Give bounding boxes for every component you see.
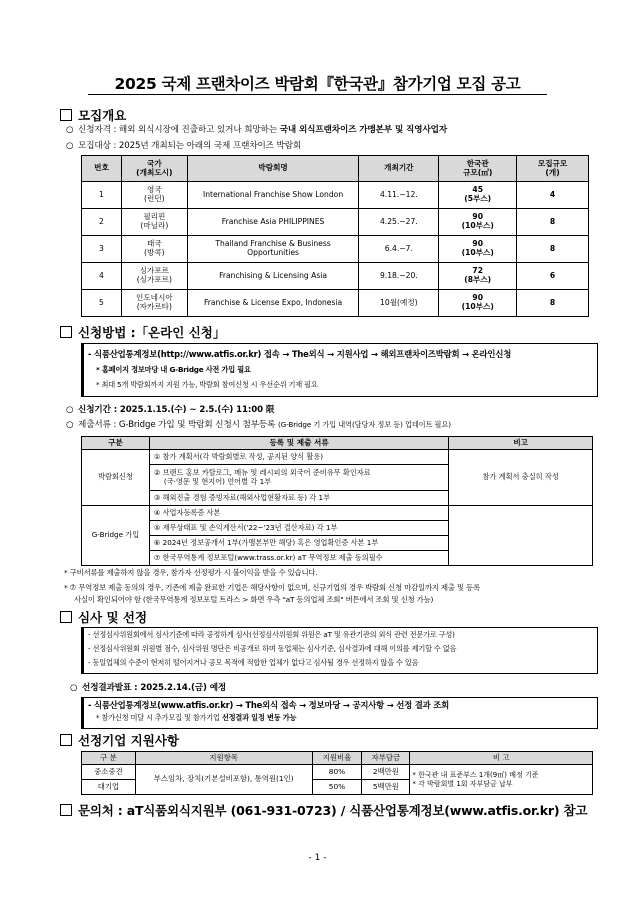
row-size xyxy=(439,290,517,317)
support-ratio: 80% xyxy=(312,765,362,780)
size: 72 xyxy=(472,266,483,276)
country: 싱가포르 xyxy=(139,266,169,276)
apply-period: 신청기간 : 2025.1.15.(수) ~ 2.5.(수) 11:00 限 xyxy=(78,405,275,415)
docs-remark: 참가 계획서 충실히 작성 xyxy=(449,450,593,506)
result-line xyxy=(70,681,226,693)
count-label: 모집규모 xyxy=(537,158,568,168)
row-no: 4 xyxy=(82,263,122,290)
eligibility-line xyxy=(66,123,447,135)
city: (런던) xyxy=(144,194,165,203)
result-date: 선정결과발표 : 2025.2.14.(금) 예정 xyxy=(82,683,227,693)
col-header-ratio: 지원비율 xyxy=(312,752,362,765)
contact-text: 문의처 : aT식품외식지원부 (061-931-0723) / 식품산업통계정보(www.atfis.or.kr) 참고 xyxy=(78,803,588,818)
row-no: 1 xyxy=(82,182,122,209)
section-heading-support xyxy=(60,731,179,749)
row-expo-name: Franchising & Licensing Asia xyxy=(187,263,359,290)
doc-item: ⑥ 2024년 정보공개서 1부(가맹본부만 해당) 혹은 영업확인증 사본 1부 xyxy=(149,536,448,551)
doc-item-text: ② 브랜드 홍보 카탈로그, 메뉴 및 레시피의 외국어 준비유무 확인자료 xyxy=(153,468,371,478)
row-count: 8 xyxy=(517,236,589,263)
size-sub: 규모(㎡) xyxy=(463,167,493,177)
country-label: 국가 xyxy=(146,158,162,168)
col-header-remark: 비고 xyxy=(449,437,593,450)
row-country xyxy=(121,182,187,209)
row-no: 2 xyxy=(82,209,122,236)
page-title: 2025 국제 프랜차이즈 박람회『한국관』참가기업 모집 공고 xyxy=(114,75,521,93)
size: 45 xyxy=(472,185,483,195)
section-title: 선정기업 지원사항 xyxy=(78,733,179,748)
col-header-no: 번호 xyxy=(82,156,122,182)
country-sub: (개최도시) xyxy=(136,167,173,177)
docs-note-2: * ⑦ 무역정보 제출 동의의 경우, 기존에 제출 완료한 기업은 해당사항이 없으며, 신규기업의 경우 박람회 신청 마감일까지 제출 및 등록 xyxy=(64,583,480,592)
review-rule-1: - 선정심사위원회에서 심사기준에 따라 공정하게 심사(선정심사위원회 위원은 aT 및 유관기관의 외식 관련 전문가로 구성) xyxy=(88,630,455,639)
size-label: 한국관 xyxy=(466,158,489,168)
apply-path: - 식품산업통계정보(http://www.atfis.or.kr) 접속 → The외식 → 지원사업 → 해외프랜차이즈박람회 → 온라인신청 xyxy=(88,349,512,359)
section-title: 모집개요 xyxy=(78,108,127,123)
col-header-count xyxy=(517,156,589,182)
booths: (10부스) xyxy=(461,221,494,230)
support-header xyxy=(82,752,593,765)
row-size xyxy=(439,182,517,209)
row-period: 4.25.~27. xyxy=(359,209,439,236)
doc-item: ④ 사업자등록증 사본 xyxy=(149,506,448,521)
title-underline xyxy=(88,94,547,95)
support-ratio: 50% xyxy=(312,780,362,795)
expo-table-header xyxy=(82,156,589,182)
support-self: 2백만원 xyxy=(362,765,410,780)
eligibility-text: 신청자격 : 해외 외식시장에 진출하고 있거나 희망하는 xyxy=(78,125,280,135)
gbridge-note: * 홈페이지 정보마당 내 G-Bridge 사전 가입 필요 xyxy=(96,365,251,374)
support-type: 중소중견 xyxy=(82,765,136,780)
support-type: 대기업 xyxy=(82,780,136,795)
docs-note-3: 사실이 확인되어야 함 (한국무역통계 정보포털 트라스 > 화면 우측 "aT 동의업체 조회" 버튼에서 조회 및 신청 가능) xyxy=(74,595,434,604)
support-remark-1: * 한국관 내 표준부스 1개(9㎡) 배정 기준 xyxy=(412,771,539,780)
table-row xyxy=(82,450,593,465)
row-expo-name: Franchise Asia PHILIPPINES xyxy=(187,209,359,236)
docs-text: 제출서류 : G-Bridge 가입 및 박람회 신청시 첨부등록 xyxy=(78,420,278,430)
group-expo: 박람회신청 xyxy=(82,450,150,506)
doc-item: ⑦ 한국무역통계 정보포털(www.trass.or.kr) aT 무역정보 제출 동의필수 xyxy=(149,551,448,566)
col-header-size xyxy=(439,156,517,182)
row-period: 6.4.~7. xyxy=(359,236,439,263)
row-period: 4.11.~12. xyxy=(359,182,439,209)
table-row xyxy=(82,290,589,317)
table-row xyxy=(82,263,589,290)
section-heading-review xyxy=(60,608,147,626)
col-header-items: 지원항목 xyxy=(135,752,312,765)
section-heading-contact xyxy=(60,801,587,819)
table-row xyxy=(82,236,589,263)
count-sub: (개) xyxy=(545,167,560,177)
docs-remark-empty xyxy=(449,506,593,566)
size: 90 xyxy=(472,239,483,249)
city: (자카르타) xyxy=(136,302,172,311)
doc-item-text: (국·영문 및 현지어) 언어별 각 1부 xyxy=(163,476,272,486)
row-period: 9.18.~20. xyxy=(359,263,439,290)
circle-bullet-icon: ○ xyxy=(70,683,78,693)
doc-item: ⑤ 재무상태표 및 손익계산서('22~'23년 결산자료) 각 1부 xyxy=(149,521,448,536)
city: (싱가포르) xyxy=(136,275,172,284)
booths: (10부스) xyxy=(461,248,494,257)
row-no: 3 xyxy=(82,236,122,263)
docs-line xyxy=(66,418,451,430)
section-heading-apply xyxy=(60,323,225,341)
row-count: 8 xyxy=(517,209,589,236)
booths: (5부스) xyxy=(464,194,492,203)
row-count: 6 xyxy=(517,263,589,290)
circle-bullet-icon: ○ xyxy=(66,405,74,415)
support-self: 5백만원 xyxy=(362,780,410,795)
support-remark xyxy=(410,765,593,795)
col-header-type: 구분 xyxy=(82,437,150,450)
review-rule-3: - 동일업체의 수준이 현저히 떨어지거나 공모 목적에 적합한 업체가 없다고 심사될 경우 선정하지 않을 수 있음 xyxy=(88,658,419,667)
row-expo-name: Franchise & License Expo, Indonesia xyxy=(187,290,359,317)
row-period: 10월(예정) xyxy=(359,290,439,317)
eligibility-emphasis: 국내 외식프랜차이즈 가맹본부 및 직영사업자 xyxy=(279,125,448,135)
table-row xyxy=(82,182,589,209)
row-country xyxy=(121,209,187,236)
col-header-docs: 등록 및 제출 서류 xyxy=(149,437,448,450)
doc-item: ③ 해외진출 경험 증빙자료(해외사업현황자료 등) 각 1부 xyxy=(149,491,448,506)
col-header-type: 구 분 xyxy=(82,752,136,765)
documents-table xyxy=(81,436,593,566)
checkbox-square-icon xyxy=(60,109,72,121)
table-row xyxy=(82,506,593,521)
docs-sub: (G-Bridge 기 가입 내역(담당자 정보 등) 업데이트 필요) xyxy=(277,420,451,429)
docs-header xyxy=(82,437,593,450)
table-row xyxy=(82,209,589,236)
checkbox-square-icon xyxy=(60,326,72,338)
col-header-self: 자부담금 xyxy=(362,752,410,765)
row-country xyxy=(121,263,187,290)
docs-note-1: * 구비서류를 제출하지 않을 경우, 참가자 선정평가 시 불이익을 받을 수 있습니다. xyxy=(64,568,318,577)
row-no: 5 xyxy=(82,290,122,317)
city: (방콕) xyxy=(144,248,165,257)
checkbox-square-icon xyxy=(60,611,72,623)
country: 인도네시아 xyxy=(135,293,173,303)
country: 태국 xyxy=(146,239,162,249)
circle-bullet-icon: ○ xyxy=(66,420,74,430)
city: (마닐라) xyxy=(140,221,169,230)
col-header-expo: 박람회명 xyxy=(187,156,359,182)
booths: (8부스) xyxy=(464,275,492,284)
result-note-emphasis: 선정결과 일정 변동 가능 xyxy=(221,713,297,722)
col-header-remark: 비 고 xyxy=(410,752,593,765)
col-header-country xyxy=(121,156,187,182)
row-count: 4 xyxy=(517,182,589,209)
booths: (10부스) xyxy=(461,302,494,311)
doc-item: ① 참가 계획서(각 박람회별로 작성, 공지된 양식 활용) xyxy=(149,450,448,465)
review-rule-2: - 선정심사위원회 위원별 점수, 심사위원 명단은 비공개로 하며 동업체는 심사기준, 심사결과에 대해 이의를 제기할 수 없음 xyxy=(88,644,457,653)
apply-period-line xyxy=(66,403,274,415)
support-remark-2: * 각 박람회별 1회 자부담금 납부 xyxy=(412,779,513,788)
group-gbridge: G-Bridge 가입 xyxy=(82,506,150,566)
size: 90 xyxy=(472,293,483,303)
row-count: 8 xyxy=(517,290,589,317)
table-row xyxy=(82,765,593,780)
limit-note: * 최대 5개 박람회까지 지원 가능, 박람회 참여신청 시 우선순위 기재 필요 xyxy=(96,380,318,389)
section-title: 심사 및 선정 xyxy=(78,610,148,625)
row-expo-name: Thailand Franchise & Business Opportunities xyxy=(187,236,359,263)
result-path: - 식품산업통계정보(www.atfis.or.kr) → The외식 접속 → 정보마당 → 공지사항 → 선정 결과 조회 xyxy=(88,700,450,710)
support-items: 부스임차, 장치(기본설비포함), 통역원(1인) xyxy=(135,765,312,795)
row-country xyxy=(121,236,187,263)
page-number: - 1 - xyxy=(308,853,327,863)
checkbox-square-icon xyxy=(60,734,72,746)
col-header-period: 개최기간 xyxy=(359,156,439,182)
country: 영국 xyxy=(146,185,162,195)
target-line xyxy=(66,139,301,151)
expo-table xyxy=(81,155,589,317)
circle-bullet-icon: ○ xyxy=(66,125,74,135)
row-size xyxy=(439,209,517,236)
checkbox-square-icon xyxy=(60,804,72,816)
section-title: 신청방법 :「온라인 신청」 xyxy=(78,325,226,340)
row-size xyxy=(439,263,517,290)
section-heading-overview xyxy=(60,106,126,124)
target-text: 모집대상 : 2025년 개최되는 아래의 국제 프랜차이즈 박람회 xyxy=(78,141,302,151)
row-expo-name: International Franchise Show London xyxy=(187,182,359,209)
country: 필리핀 xyxy=(143,212,166,222)
circle-bullet-icon: ○ xyxy=(66,141,74,151)
size: 90 xyxy=(472,212,483,222)
result-note-text: * 참가신청 미달 시 추가모집 및 참가기업 xyxy=(96,713,222,722)
result-note xyxy=(96,713,296,723)
row-size xyxy=(439,236,517,263)
row-country xyxy=(121,290,187,317)
doc-item xyxy=(149,465,448,491)
support-table xyxy=(81,751,593,795)
